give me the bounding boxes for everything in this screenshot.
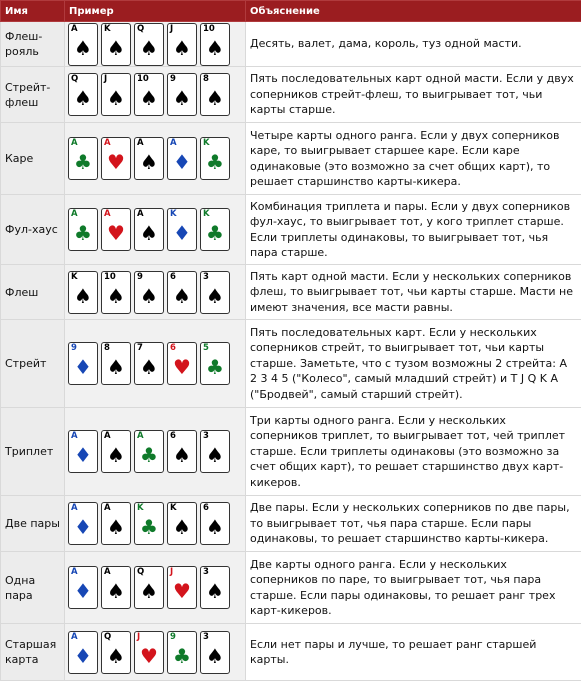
card-rank: A (104, 432, 111, 441)
card-rank: 8 (203, 75, 209, 84)
playing-card (134, 631, 164, 674)
spades-icon: ♠ (135, 285, 163, 307)
playing-card (134, 271, 164, 314)
hand-explanation: Две карты одного ранга. Если у нескольких соперников по паре, то выигрывает тот, чья пара старше. Если пары одинаковы, то решает ранг трех карт-кикеров. (246, 552, 581, 624)
playing-card (101, 208, 131, 251)
playing-card (167, 342, 197, 385)
playing-card (200, 502, 230, 545)
diamonds-icon: ♦ (168, 151, 196, 173)
playing-card (134, 566, 164, 609)
card-rank: 10 (203, 25, 215, 34)
clubs-icon: ♣ (168, 645, 196, 667)
spades-icon: ♠ (201, 87, 229, 109)
spades-icon: ♠ (102, 580, 130, 602)
hand-name: Одна пара (1, 552, 65, 624)
hand-name: Две пары (1, 496, 65, 552)
card-rank: A (71, 568, 78, 577)
hand-name: Флеш- рояль (1, 22, 65, 67)
playing-card (134, 342, 164, 385)
playing-card (68, 208, 98, 251)
hand-row (1, 123, 581, 195)
header-example: Пример (65, 1, 246, 22)
clubs-icon: ♣ (201, 151, 229, 173)
hand-row (1, 552, 581, 624)
card-rank: 3 (203, 633, 209, 642)
card-rank: 6 (170, 273, 176, 282)
card-rank: J (170, 568, 173, 577)
playing-card (200, 430, 230, 473)
card-rank: 9 (71, 344, 77, 353)
playing-card (167, 73, 197, 116)
playing-card (101, 631, 131, 674)
playing-card (101, 342, 131, 385)
card-rank: K (170, 210, 177, 219)
card-rank: 9 (170, 75, 176, 84)
spades-icon: ♠ (135, 151, 163, 173)
diamonds-icon: ♦ (69, 580, 97, 602)
hand-example (65, 265, 246, 320)
diamonds-icon: ♦ (69, 444, 97, 466)
playing-card (200, 208, 230, 251)
hand-row (1, 624, 581, 681)
card-rank: K (203, 139, 210, 148)
playing-card (101, 73, 131, 116)
card-rank: K (137, 504, 144, 513)
playing-card (101, 23, 131, 66)
spades-icon: ♠ (69, 37, 97, 59)
hand-explanation: Комбинация триплета и пары. Если у двух соперников фул-хаус, то выигрывает тот, у кого триплет старше. Если триплеты одинаковы, то выигрывает тот, чья пара старше. (246, 195, 581, 265)
hearts-icon: ♥ (168, 356, 196, 378)
hand-row (1, 67, 581, 123)
card-rank: A (170, 139, 177, 148)
spades-icon: ♠ (102, 87, 130, 109)
card-rank: J (170, 25, 173, 34)
spades-icon: ♠ (201, 645, 229, 667)
spades-icon: ♠ (168, 87, 196, 109)
card-rank: A (71, 504, 78, 513)
playing-card (68, 73, 98, 116)
hand-example (65, 123, 246, 195)
hand-row (1, 265, 581, 320)
playing-card (68, 631, 98, 674)
card-rank: K (104, 25, 111, 34)
spades-icon: ♠ (135, 222, 163, 244)
card-rank: A (104, 504, 111, 513)
playing-card (68, 430, 98, 473)
card-rank: J (137, 633, 140, 642)
hand-name: Старшая карта (1, 624, 65, 681)
clubs-icon: ♣ (69, 222, 97, 244)
hand-example (65, 496, 246, 552)
hearts-icon: ♥ (102, 222, 130, 244)
card-rank: 6 (203, 504, 209, 513)
hearts-icon: ♥ (168, 580, 196, 602)
hand-explanation: Если нет пары и лучше, то решает ранг старшей карты. (246, 624, 581, 681)
playing-card (68, 566, 98, 609)
hand-example (65, 552, 246, 624)
playing-card (101, 271, 131, 314)
playing-card (68, 502, 98, 545)
playing-card (68, 342, 98, 385)
spades-icon: ♠ (168, 37, 196, 59)
playing-card (101, 566, 131, 609)
playing-card (200, 137, 230, 180)
card-rank: A (71, 210, 78, 219)
card-rank: K (71, 273, 78, 282)
hand-explanation: Пять последовательных карт. Если у нескольких соперников стрейт, то выигрывает тот, чьи карты старше. Заметьте, что с тузом возможны 2 стрейта: A 2 3 4 5 ("Колесо", самый младший стрейт) и T J Q K A ("Бродвей", самый старший стрейт). (246, 320, 581, 408)
hand-row (1, 408, 581, 496)
spades-icon: ♠ (135, 356, 163, 378)
playing-card (200, 566, 230, 609)
spades-icon: ♠ (102, 285, 130, 307)
playing-card (200, 342, 230, 385)
spades-icon: ♠ (201, 37, 229, 59)
hand-explanation: Пять карт одной масти. Если у нескольких соперников флеш, то выигрывает тот, чьи карты старше. Масти не имеют значения, все масти равны. (246, 265, 581, 320)
hand-explanation: Две пары. Если у нескольких соперников по две пары, то выигрывает тот, чья пара старше. Если пары одинаковы, то решает старшинство карты-кикера. (246, 496, 581, 552)
card-rank: J (104, 75, 107, 84)
spades-icon: ♠ (168, 516, 196, 538)
header-explanation: Объяснение (246, 1, 581, 22)
spades-icon: ♠ (201, 285, 229, 307)
clubs-icon: ♣ (201, 222, 229, 244)
playing-card (167, 430, 197, 473)
card-rank: A (104, 210, 111, 219)
spades-icon: ♠ (201, 580, 229, 602)
card-rank: K (170, 504, 177, 513)
playing-card (167, 502, 197, 545)
card-rank: A (71, 432, 78, 441)
card-rank: 6 (170, 344, 176, 353)
card-rank: A (71, 25, 78, 34)
hearts-icon: ♥ (102, 151, 130, 173)
card-rank: 5 (203, 344, 209, 353)
card-rank: 3 (203, 432, 209, 441)
hand-name: Стрейт (1, 320, 65, 408)
clubs-icon: ♣ (135, 444, 163, 466)
playing-card (134, 208, 164, 251)
card-rank: Q (104, 633, 111, 642)
card-rank: 10 (137, 75, 149, 84)
card-rank: K (203, 210, 210, 219)
spades-icon: ♠ (69, 285, 97, 307)
hand-example (65, 195, 246, 265)
hand-row (1, 195, 581, 265)
card-rank: A (137, 210, 144, 219)
spades-icon: ♠ (102, 516, 130, 538)
hand-name: Каре (1, 123, 65, 195)
clubs-icon: ♣ (69, 151, 97, 173)
hand-explanation: Три карты одного ранга. Если у нескольких соперников триплет, то выигрывает тот, чей триплет старше. Если триплеты одинаковы (это возможно за счет общих карт), то решает старшинство двух карт-кикеров. (246, 408, 581, 496)
hand-explanation: Десять, валет, дама, король, туз одной масти. (246, 22, 581, 67)
header-name: Имя (1, 1, 65, 22)
hand-row (1, 22, 581, 67)
spades-icon: ♠ (201, 444, 229, 466)
playing-card (134, 73, 164, 116)
hearts-icon: ♥ (135, 645, 163, 667)
playing-card (134, 502, 164, 545)
card-rank: 10 (104, 273, 116, 282)
hand-name: Фул-хаус (1, 195, 65, 265)
diamonds-icon: ♦ (69, 645, 97, 667)
playing-card (167, 271, 197, 314)
spades-icon: ♠ (135, 580, 163, 602)
header-row (1, 1, 581, 22)
card-rank: A (104, 568, 111, 577)
playing-card (200, 631, 230, 674)
card-rank: A (137, 139, 144, 148)
playing-card (200, 271, 230, 314)
spades-icon: ♠ (168, 444, 196, 466)
hand-explanation: Пять последовательных карт одной масти. Если у двух соперников стрейт-флеш, то выигрывает тот, чьи карты старше. (246, 67, 581, 123)
diamonds-icon: ♦ (69, 516, 97, 538)
spades-icon: ♠ (168, 285, 196, 307)
card-rank: A (137, 432, 144, 441)
hand-example (65, 320, 246, 408)
spades-icon: ♠ (102, 37, 130, 59)
hand-row (1, 320, 581, 408)
playing-card (167, 631, 197, 674)
hand-name: Стрейт- флеш (1, 67, 65, 123)
playing-card (101, 430, 131, 473)
playing-card (167, 23, 197, 66)
card-rank: 9 (170, 633, 176, 642)
card-rank: 3 (203, 568, 209, 577)
spades-icon: ♠ (135, 87, 163, 109)
card-rank: 3 (203, 273, 209, 282)
spades-icon: ♠ (102, 356, 130, 378)
hand-example (65, 67, 246, 123)
card-rank: 9 (137, 273, 143, 282)
playing-card (200, 23, 230, 66)
card-rank: A (71, 139, 78, 148)
clubs-icon: ♣ (135, 516, 163, 538)
hand-row (1, 496, 581, 552)
card-rank: Q (137, 568, 144, 577)
playing-card (68, 271, 98, 314)
playing-card (167, 566, 197, 609)
hand-name: Флеш (1, 265, 65, 320)
playing-card (167, 208, 197, 251)
spades-icon: ♠ (201, 516, 229, 538)
card-rank: 7 (137, 344, 143, 353)
card-rank: 8 (104, 344, 110, 353)
playing-card (200, 73, 230, 116)
spades-icon: ♠ (102, 444, 130, 466)
playing-card (68, 23, 98, 66)
hand-example (65, 624, 246, 681)
hand-example (65, 22, 246, 67)
hand-explanation: Четыре карты одного ранга. Если у двух соперников каре, то выигрывает старшее каре. Если каре одинаковые (это возможно за счет общих карт), то решает старшинство карты-кикера. (246, 123, 581, 195)
diamonds-icon: ♦ (69, 356, 97, 378)
playing-card (167, 137, 197, 180)
clubs-icon: ♣ (201, 356, 229, 378)
spades-icon: ♠ (69, 87, 97, 109)
card-rank: Q (71, 75, 78, 84)
hand-example (65, 408, 246, 496)
hands-body (1, 22, 581, 681)
card-rank: Q (137, 25, 144, 34)
playing-card (101, 137, 131, 180)
playing-card (134, 137, 164, 180)
hand-name: Триплет (1, 408, 65, 496)
card-rank: A (71, 633, 78, 642)
playing-card (134, 23, 164, 66)
playing-card (101, 502, 131, 545)
diamonds-icon: ♦ (168, 222, 196, 244)
card-rank: A (104, 139, 111, 148)
playing-card (68, 137, 98, 180)
spades-icon: ♠ (135, 37, 163, 59)
card-rank: 6 (170, 432, 176, 441)
playing-card (134, 430, 164, 473)
spades-icon: ♠ (102, 645, 130, 667)
